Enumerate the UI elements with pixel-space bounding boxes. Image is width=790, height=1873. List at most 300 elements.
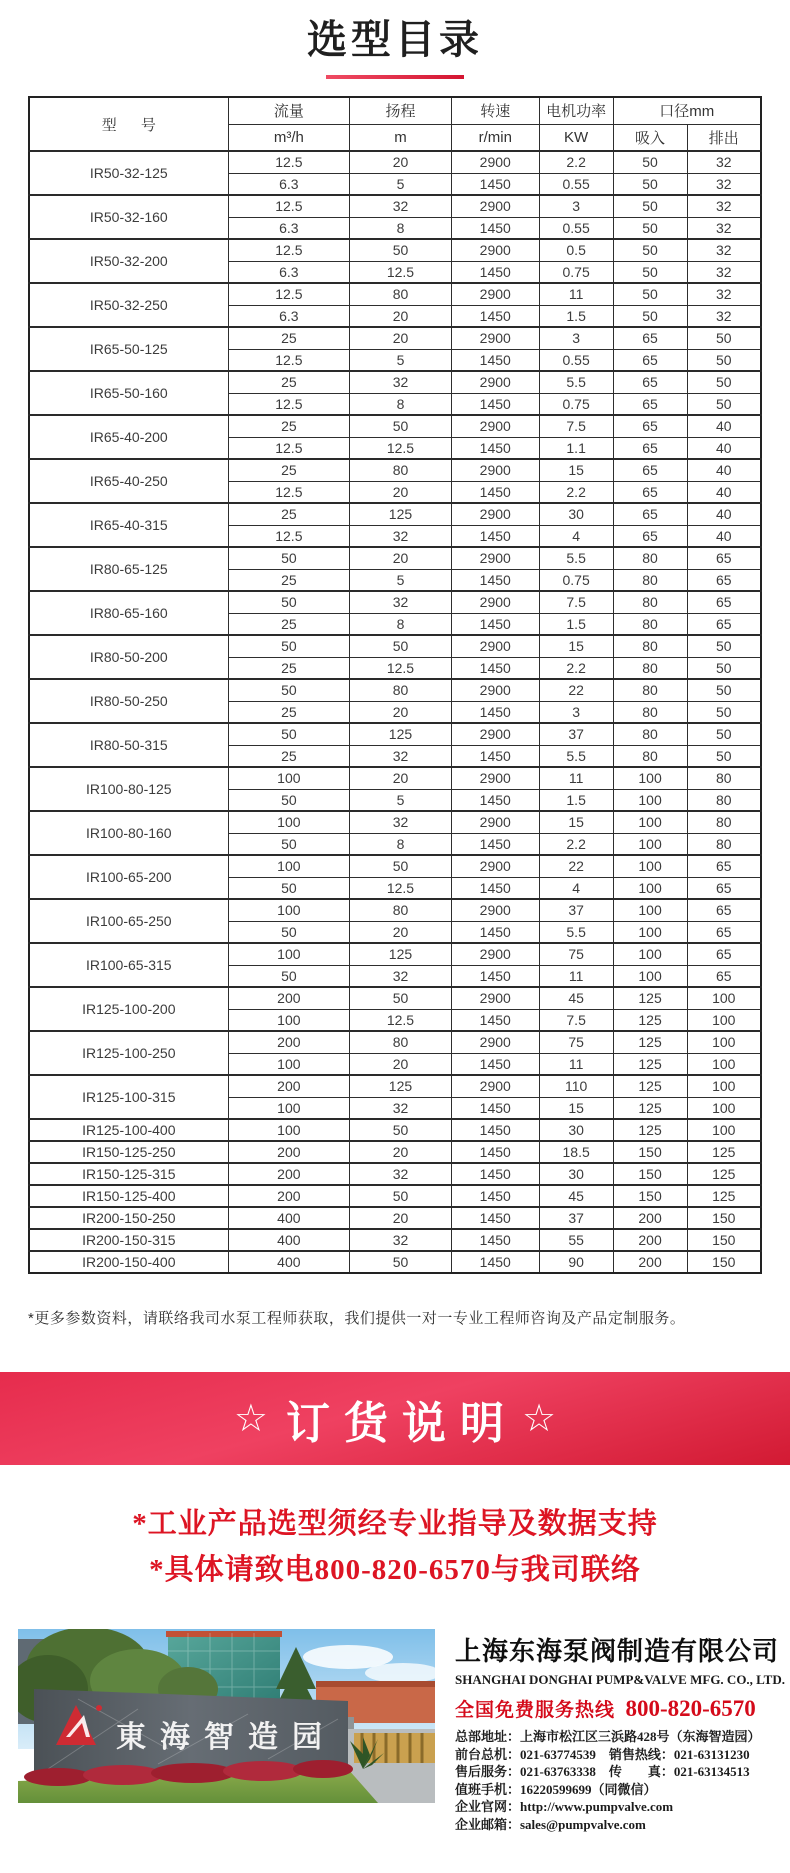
company-footer — [18, 1629, 785, 1833]
table-row — [29, 151, 761, 173]
value-cell: 5 — [350, 173, 452, 195]
header-head-unit: m — [350, 124, 452, 151]
value-cell: 1450 — [451, 833, 539, 855]
value-cell: 2900 — [451, 283, 539, 305]
value-cell: 7.5 — [539, 591, 613, 613]
value-cell: 125 — [613, 1009, 687, 1031]
value-cell: 80 — [613, 657, 687, 679]
value-cell: 12.5 — [350, 657, 452, 679]
value-cell: 65 — [613, 503, 687, 525]
value-cell: 50 — [228, 833, 350, 855]
model-cell: IR65-50-160 — [29, 371, 228, 415]
value-cell: 1450 — [451, 349, 539, 371]
value-cell: 20 — [350, 305, 452, 327]
value-cell: 100 — [613, 833, 687, 855]
value-cell: 80 — [350, 283, 452, 305]
value-cell: 8 — [350, 217, 452, 239]
value-cell: 50 — [228, 547, 350, 569]
value-cell: 1450 — [451, 657, 539, 679]
value-cell: 3 — [539, 327, 613, 349]
value-cell: 80 — [350, 679, 452, 701]
value-cell: 100 — [613, 789, 687, 811]
notice-line: *具体请致电800-820-6570与我司联络 — [149, 1554, 641, 1586]
value-cell: 25 — [228, 415, 350, 437]
model-cell: IR50-32-250 — [29, 283, 228, 327]
value-cell: 100 — [613, 811, 687, 833]
table-row — [29, 1031, 761, 1053]
model-cell: IR80-65-125 — [29, 547, 228, 591]
value-cell: 1450 — [451, 569, 539, 591]
table-row — [29, 1163, 761, 1185]
value-cell: 12.5 — [228, 239, 350, 261]
value-cell: 1450 — [451, 393, 539, 415]
value-cell: 12.5 — [228, 393, 350, 415]
value-cell: 32 — [687, 217, 761, 239]
value-cell: 2900 — [451, 459, 539, 481]
header-suction: 吸入 — [613, 124, 687, 151]
value-cell: 11 — [539, 965, 613, 987]
value-cell: 12.5 — [228, 349, 350, 371]
header-head: 扬程 — [350, 97, 452, 124]
value-cell: 65 — [687, 899, 761, 921]
value-cell: 11 — [539, 767, 613, 789]
value-cell: 1450 — [451, 965, 539, 987]
value-cell: 200 — [228, 1163, 350, 1185]
value-cell: 80 — [613, 591, 687, 613]
value-cell: 11 — [539, 1053, 613, 1075]
value-cell: 80 — [613, 635, 687, 657]
value-cell: 25 — [228, 569, 350, 591]
value-cell: 2900 — [451, 547, 539, 569]
value-cell: 1450 — [451, 1141, 539, 1163]
value-cell: 20 — [350, 1207, 452, 1229]
value-cell: 6.3 — [228, 305, 350, 327]
model-cell: IR125-100-200 — [29, 987, 228, 1031]
value-cell: 2900 — [451, 591, 539, 613]
value-cell: 50 — [350, 1119, 452, 1141]
value-cell: 400 — [228, 1229, 350, 1251]
header-power: 电机功率 — [539, 97, 613, 124]
value-cell: 125 — [350, 943, 452, 965]
selection-table — [28, 96, 762, 1274]
value-cell: 32 — [350, 591, 452, 613]
value-cell: 2900 — [451, 679, 539, 701]
notices — [0, 1501, 790, 1593]
model-cell: IR80-50-200 — [29, 635, 228, 679]
value-cell: 12.5 — [228, 437, 350, 459]
value-cell: 150 — [613, 1141, 687, 1163]
value-cell: 200 — [613, 1229, 687, 1251]
value-cell: 50 — [613, 173, 687, 195]
value-cell: 50 — [350, 635, 452, 657]
header-discharge: 排出 — [687, 124, 761, 151]
value-cell: 32 — [687, 239, 761, 261]
value-cell: 50 — [228, 679, 350, 701]
value-cell: 50 — [350, 415, 452, 437]
value-cell: 8 — [350, 393, 452, 415]
value-cell: 12.5 — [228, 481, 350, 503]
value-cell: 8 — [350, 613, 452, 635]
contact-address: 总部地址：上海市松江区三浜路428号（东海智造园） — [455, 1729, 761, 1744]
value-cell: 15 — [539, 635, 613, 657]
value-cell: 2900 — [451, 855, 539, 877]
value-cell: 65 — [613, 327, 687, 349]
value-cell: 5.5 — [539, 921, 613, 943]
contact-website: 企业官网：http://www.pumpvalve.com — [455, 1799, 674, 1814]
value-cell: 50 — [228, 591, 350, 613]
notice-line: *工业产品选型须经专业指导及数据支持 — [132, 1508, 658, 1540]
value-cell: 2900 — [451, 1031, 539, 1053]
value-cell: 50 — [687, 635, 761, 657]
value-cell: 12.5 — [350, 1009, 452, 1031]
value-cell: 100 — [228, 855, 350, 877]
value-cell: 1450 — [451, 877, 539, 899]
value-cell: 0.75 — [539, 393, 613, 415]
value-cell: 32 — [350, 965, 452, 987]
header-speed-unit: r/min — [451, 124, 539, 151]
value-cell: 150 — [613, 1185, 687, 1207]
value-cell: 8 — [350, 833, 452, 855]
table-row — [29, 283, 761, 305]
company-name-cn: 上海东海泵阀制造有限公司 — [455, 1636, 780, 1666]
table-row — [29, 415, 761, 437]
value-cell: 400 — [228, 1207, 350, 1229]
value-cell: 5.5 — [539, 745, 613, 767]
value-cell: 2900 — [451, 371, 539, 393]
value-cell: 125 — [687, 1185, 761, 1207]
model-cell: IR200-150-315 — [29, 1229, 228, 1251]
value-cell: 11 — [539, 283, 613, 305]
table-row — [29, 987, 761, 1009]
table-row — [29, 1251, 761, 1273]
value-cell: 25 — [228, 701, 350, 723]
value-cell: 65 — [613, 525, 687, 547]
table-row — [29, 1229, 761, 1251]
value-cell: 15 — [539, 1097, 613, 1119]
value-cell: 2900 — [451, 899, 539, 921]
value-cell: 12.5 — [228, 151, 350, 173]
value-cell: 32 — [350, 195, 452, 217]
value-cell: 1450 — [451, 1097, 539, 1119]
value-cell: 200 — [228, 1185, 350, 1207]
value-cell: 1450 — [451, 305, 539, 327]
value-cell: 50 — [350, 1251, 452, 1273]
value-cell: 400 — [228, 1251, 350, 1273]
table-body — [29, 151, 761, 1273]
value-cell: 50 — [228, 789, 350, 811]
value-cell: 80 — [613, 613, 687, 635]
value-cell: 80 — [613, 701, 687, 723]
value-cell: 1450 — [451, 1053, 539, 1075]
value-cell: 22 — [539, 679, 613, 701]
table-row — [29, 239, 761, 261]
value-cell: 5 — [350, 569, 452, 591]
value-cell: 100 — [687, 1119, 761, 1141]
value-cell: 150 — [687, 1229, 761, 1251]
value-cell: 50 — [687, 327, 761, 349]
value-cell: 100 — [613, 767, 687, 789]
value-cell: 25 — [228, 503, 350, 525]
value-cell: 65 — [613, 459, 687, 481]
value-cell: 50 — [228, 635, 350, 657]
value-cell: 25 — [228, 613, 350, 635]
table-row — [29, 195, 761, 217]
value-cell: 65 — [687, 855, 761, 877]
value-cell: 50 — [687, 371, 761, 393]
value-cell: 0.55 — [539, 217, 613, 239]
value-cell: 200 — [228, 1141, 350, 1163]
value-cell: 125 — [687, 1141, 761, 1163]
value-cell: 3 — [539, 195, 613, 217]
value-cell: 2900 — [451, 195, 539, 217]
sign-text: 東海智造园 — [116, 1721, 336, 1754]
model-cell: IR50-32-200 — [29, 239, 228, 283]
value-cell: 110 — [539, 1075, 613, 1097]
value-cell: 5.5 — [539, 371, 613, 393]
table-row — [29, 1119, 761, 1141]
value-cell: 1450 — [451, 789, 539, 811]
model-cell: IR125-100-250 — [29, 1031, 228, 1075]
value-cell: 20 — [350, 327, 452, 349]
value-cell: 100 — [228, 943, 350, 965]
value-cell: 40 — [687, 481, 761, 503]
value-cell: 0.75 — [539, 261, 613, 283]
value-cell: 32 — [350, 811, 452, 833]
model-cell: IR125-100-400 — [29, 1119, 228, 1141]
value-cell: 45 — [539, 1185, 613, 1207]
value-cell: 32 — [687, 195, 761, 217]
value-cell: 80 — [687, 811, 761, 833]
value-cell: 65 — [687, 613, 761, 635]
value-cell: 15 — [539, 811, 613, 833]
table-row — [29, 371, 761, 393]
value-cell: 90 — [539, 1251, 613, 1273]
value-cell: 6.3 — [228, 173, 350, 195]
header-power-unit: KW — [539, 124, 613, 151]
service-hotline — [455, 1695, 785, 1722]
model-cell: IR125-100-315 — [29, 1075, 228, 1119]
value-cell: 65 — [613, 349, 687, 371]
value-cell: 2900 — [451, 415, 539, 437]
value-cell: 100 — [687, 987, 761, 1009]
value-cell: 1450 — [451, 1185, 539, 1207]
value-cell: 1450 — [451, 437, 539, 459]
value-cell: 25 — [228, 371, 350, 393]
value-cell: 2900 — [451, 987, 539, 1009]
value-cell: 80 — [613, 723, 687, 745]
value-cell: 5 — [350, 349, 452, 371]
value-cell: 7.5 — [539, 1009, 613, 1031]
value-cell: 80 — [350, 899, 452, 921]
value-cell: 1450 — [451, 1207, 539, 1229]
table-row — [29, 1185, 761, 1207]
value-cell: 50 — [350, 239, 452, 261]
value-cell: 2900 — [451, 767, 539, 789]
table-header — [29, 97, 761, 151]
value-cell: 65 — [687, 921, 761, 943]
company-name-en: SHANGHAI DONGHAI PUMP&VALVE MFG. CO., LTD. — [455, 1672, 785, 1687]
value-cell: 1450 — [451, 1163, 539, 1185]
value-cell: 4 — [539, 525, 613, 547]
model-cell: IR50-32-125 — [29, 151, 228, 195]
value-cell: 100 — [687, 1097, 761, 1119]
table-row — [29, 767, 761, 789]
value-cell: 100 — [228, 767, 350, 789]
model-cell: IR100-80-160 — [29, 811, 228, 855]
value-cell: 200 — [613, 1207, 687, 1229]
building-distant-roof — [316, 1681, 435, 1687]
value-cell: 1450 — [451, 921, 539, 943]
header-speed: 转速 — [451, 97, 539, 124]
title-underline — [326, 75, 464, 79]
value-cell: 20 — [350, 767, 452, 789]
value-cell: 12.5 — [228, 195, 350, 217]
table-row — [29, 591, 761, 613]
value-cell: 1450 — [451, 525, 539, 547]
value-cell: 125 — [687, 1163, 761, 1185]
value-cell: 2.2 — [539, 481, 613, 503]
value-cell: 50 — [228, 921, 350, 943]
value-cell: 37 — [539, 723, 613, 745]
model-cell: IR100-65-250 — [29, 899, 228, 943]
value-cell: 65 — [613, 437, 687, 459]
value-cell: 25 — [228, 657, 350, 679]
value-cell: 32 — [350, 745, 452, 767]
star-icon: ☆ — [233, 1398, 268, 1440]
value-cell: 20 — [350, 701, 452, 723]
value-cell: 45 — [539, 987, 613, 1009]
value-cell: 1450 — [451, 613, 539, 635]
value-cell: 125 — [613, 1075, 687, 1097]
value-cell: 18.5 — [539, 1141, 613, 1163]
value-cell: 80 — [613, 745, 687, 767]
value-cell: 50 — [613, 283, 687, 305]
value-cell: 65 — [687, 877, 761, 899]
contact-mobile: 值班手机：16220599699（同微信） — [455, 1781, 657, 1797]
value-cell: 50 — [687, 679, 761, 701]
glass-building-roof — [166, 1631, 282, 1637]
value-cell: 150 — [687, 1207, 761, 1229]
value-cell: 200 — [228, 1031, 350, 1053]
value-cell: 30 — [539, 1163, 613, 1185]
contact-phones: 前台总机：021-63774539 销售热线：021-63131230 — [455, 1746, 750, 1762]
value-cell: 100 — [613, 899, 687, 921]
table-row — [29, 327, 761, 349]
value-cell: 80 — [687, 789, 761, 811]
value-cell: 0.55 — [539, 173, 613, 195]
model-cell: IR80-65-160 — [29, 591, 228, 635]
value-cell: 65 — [687, 965, 761, 987]
header-row-1 — [29, 97, 761, 124]
header-model: 型 号 — [29, 97, 228, 151]
value-cell: 125 — [350, 1075, 452, 1097]
value-cell: 125 — [613, 1031, 687, 1053]
value-cell: 100 — [687, 1075, 761, 1097]
value-cell: 2900 — [451, 239, 539, 261]
value-cell: 100 — [228, 1053, 350, 1075]
value-cell: 65 — [687, 547, 761, 569]
model-cell: IR150-125-250 — [29, 1141, 228, 1163]
value-cell: 40 — [687, 437, 761, 459]
value-cell: 2900 — [451, 151, 539, 173]
value-cell: 50 — [228, 877, 350, 899]
header-flow: 流量 — [228, 97, 350, 124]
value-cell: 32 — [687, 261, 761, 283]
value-cell: 5.5 — [539, 547, 613, 569]
value-cell: 40 — [687, 503, 761, 525]
value-cell: 100 — [228, 899, 350, 921]
value-cell: 125 — [350, 503, 452, 525]
value-cell: 2900 — [451, 1075, 539, 1097]
table-row — [29, 1207, 761, 1229]
value-cell: 50 — [613, 239, 687, 261]
table-row — [29, 943, 761, 965]
value-cell: 2900 — [451, 503, 539, 525]
page-title: 选型目录 — [307, 18, 483, 62]
value-cell: 12.5 — [228, 525, 350, 547]
value-cell: 37 — [539, 1207, 613, 1229]
table-row — [29, 899, 761, 921]
model-cell: IR150-125-400 — [29, 1185, 228, 1207]
table-note: *更多参数资料，请联络我司水泵工程师获取，我们提供一对一专业工程师咨询及产品定制服务。 — [28, 1310, 686, 1327]
value-cell: 1450 — [451, 1251, 539, 1273]
value-cell: 50 — [350, 987, 452, 1009]
hotline-number: 800-820-6570 — [625, 1696, 756, 1721]
value-cell: 50 — [350, 1185, 452, 1207]
value-cell: 20 — [350, 481, 452, 503]
value-cell: 2900 — [451, 327, 539, 349]
value-cell: 100 — [613, 965, 687, 987]
value-cell: 12.5 — [350, 437, 452, 459]
value-cell: 1.5 — [539, 305, 613, 327]
value-cell: 0.75 — [539, 569, 613, 591]
table-row — [29, 723, 761, 745]
value-cell: 100 — [228, 1119, 350, 1141]
value-cell: 80 — [687, 767, 761, 789]
value-cell: 25 — [228, 745, 350, 767]
value-cell: 50 — [613, 217, 687, 239]
value-cell: 32 — [350, 1097, 452, 1119]
value-cell: 80 — [613, 547, 687, 569]
value-cell: 12.5 — [228, 283, 350, 305]
value-cell: 1450 — [451, 481, 539, 503]
value-cell: 125 — [350, 723, 452, 745]
value-cell: 125 — [613, 1119, 687, 1141]
value-cell: 125 — [613, 987, 687, 1009]
value-cell: 100 — [613, 921, 687, 943]
value-cell: 32 — [687, 283, 761, 305]
table-row — [29, 503, 761, 525]
value-cell: 25 — [228, 459, 350, 481]
model-cell: IR65-40-200 — [29, 415, 228, 459]
value-cell: 65 — [687, 569, 761, 591]
value-cell: 2900 — [451, 811, 539, 833]
model-cell: IR80-50-315 — [29, 723, 228, 767]
value-cell: 50 — [687, 745, 761, 767]
hotline-label: 全国免费服务热线 — [455, 1700, 616, 1721]
table-row — [29, 635, 761, 657]
value-cell: 50 — [228, 965, 350, 987]
company-photo-illustration — [18, 1629, 435, 1803]
value-cell: 75 — [539, 943, 613, 965]
banner-title: 订货说明 — [286, 1398, 518, 1448]
value-cell: 100 — [687, 1009, 761, 1031]
value-cell: 0.55 — [539, 349, 613, 371]
value-cell: 100 — [228, 811, 350, 833]
value-cell: 20 — [350, 547, 452, 569]
table-row — [29, 547, 761, 569]
value-cell: 30 — [539, 1119, 613, 1141]
